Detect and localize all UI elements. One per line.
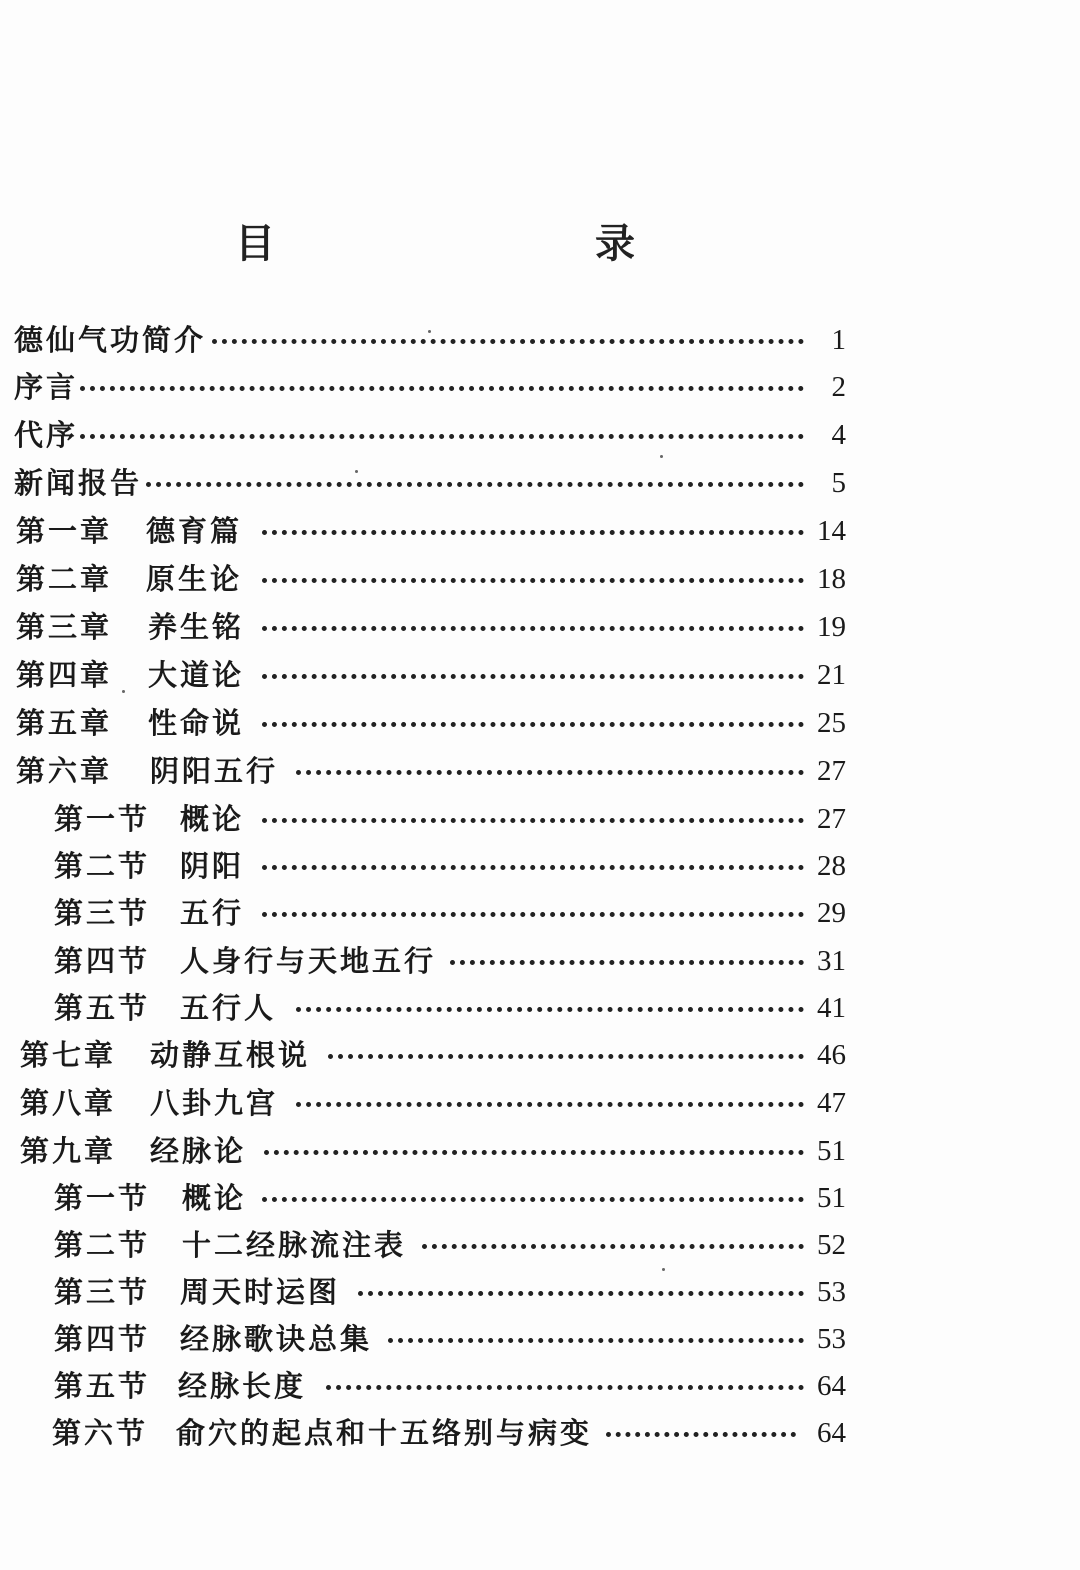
toc-chapter-number: 第五章 — [16, 706, 113, 740]
toc-page-number: 64 — [817, 1370, 846, 1402]
toc-entry[interactable] — [0, 846, 1080, 886]
toc-entry[interactable] — [0, 1083, 1080, 1123]
dot-leader — [262, 674, 804, 679]
toc-section-number: 第四节 — [54, 944, 151, 978]
toc-chapter-number: 第八章 — [20, 1086, 117, 1120]
dot-leader — [262, 578, 804, 583]
toc-page-number: 41 — [817, 992, 846, 1024]
toc-page-number: 19 — [817, 611, 846, 643]
scan-speck — [428, 330, 431, 333]
toc-entry-title: 动静互根说 — [150, 1038, 311, 1072]
dot-leader — [328, 1054, 804, 1059]
toc-page-number: 14 — [817, 515, 846, 547]
toc-page-number: 2 — [831, 371, 846, 403]
toc-entry[interactable] — [0, 1131, 1080, 1171]
toc-entry-title: 概论 — [182, 1181, 247, 1215]
toc-entry[interactable] — [0, 415, 1080, 455]
toc-page-number: 64 — [817, 1417, 846, 1449]
toc-page-number: 53 — [817, 1323, 846, 1355]
dot-leader — [262, 530, 804, 535]
toc-chapter-number: 第七章 — [20, 1038, 117, 1072]
toc-entry-title: 经脉论 — [150, 1134, 247, 1168]
dot-leader — [296, 1007, 804, 1012]
toc-entry[interactable] — [0, 559, 1080, 599]
dot-leader — [358, 1291, 804, 1296]
toc-page-number: 18 — [817, 563, 846, 595]
toc-entry-title: 序言 — [14, 370, 79, 404]
toc-entry-title: 经脉歌诀总集 — [180, 1322, 373, 1356]
dot-leader — [606, 1432, 796, 1437]
toc-page-number: 52 — [817, 1229, 846, 1261]
dot-leader — [262, 912, 804, 917]
toc-entry[interactable] — [0, 1413, 1080, 1453]
toc-entry[interactable] — [0, 988, 1080, 1028]
scan-speck — [662, 1268, 665, 1271]
toc-entry[interactable] — [0, 320, 1080, 360]
toc-page-number: 29 — [817, 897, 846, 929]
scan-speck — [660, 455, 663, 458]
toc-chapter-number: 第二章 — [16, 562, 113, 596]
toc-section-number: 第三节 — [54, 1275, 151, 1309]
toc-entry[interactable] — [0, 511, 1080, 551]
toc-page-number: 46 — [817, 1039, 846, 1071]
toc-entry-title: 八卦九宫 — [150, 1086, 279, 1120]
toc-entry[interactable] — [0, 1035, 1080, 1075]
toc-page-number: 28 — [817, 850, 846, 882]
dot-leader — [422, 1244, 804, 1249]
toc-entry-title: 阴阳五行 — [150, 754, 279, 788]
toc-entry[interactable] — [0, 1319, 1080, 1359]
toc-section-number: 第一节 — [54, 802, 151, 836]
toc-page-number: 21 — [817, 659, 846, 691]
toc-entry[interactable] — [0, 703, 1080, 743]
toc-page-number: 51 — [817, 1182, 846, 1214]
toc-section-number: 第一节 — [54, 1181, 151, 1215]
toc-page-number: 1 — [831, 324, 846, 356]
toc-entry[interactable] — [0, 751, 1080, 791]
toc-section-number: 第四节 — [54, 1322, 151, 1356]
toc-entry[interactable] — [0, 1178, 1080, 1218]
toc-entry-title: 俞穴的起点和十五络别与病变 — [176, 1416, 593, 1450]
dot-leader — [262, 865, 804, 870]
toc-entry-title: 性命说 — [148, 706, 245, 740]
toc-page-number: 47 — [817, 1087, 846, 1119]
toc-chapter-number: 第一章 — [16, 514, 113, 548]
dot-leader — [264, 1150, 804, 1155]
toc-entry-title: 人身行与天地五行 — [180, 944, 437, 978]
dot-leader — [388, 1338, 804, 1343]
toc-page-number: 27 — [817, 803, 846, 835]
dot-leader — [296, 1102, 804, 1107]
toc-entry-title: 德仙气功简介 — [14, 323, 207, 357]
toc-section-number: 第五节 — [54, 1369, 151, 1403]
toc-page-number: 27 — [817, 755, 846, 787]
dot-leader — [262, 626, 804, 631]
dot-leader — [450, 960, 804, 965]
toc-section-number: 第六节 — [52, 1416, 149, 1450]
toc-entry-title: 概论 — [180, 802, 245, 836]
page-title: 目 录 — [235, 220, 715, 267]
toc-entry[interactable] — [0, 893, 1080, 933]
toc-page-number: 25 — [817, 707, 846, 739]
toc-entry[interactable] — [0, 655, 1080, 695]
dot-leader — [262, 722, 804, 727]
toc-entry[interactable] — [0, 367, 1080, 407]
toc-entry-title: 周天时运图 — [180, 1275, 341, 1309]
toc-entry[interactable] — [0, 1272, 1080, 1312]
scan-speck — [355, 470, 358, 473]
toc-page-number: 4 — [831, 419, 846, 451]
toc-page-number: 53 — [817, 1276, 846, 1308]
toc-entry[interactable] — [0, 1366, 1080, 1406]
toc-entry-title: 五行 — [180, 896, 245, 930]
toc-entry[interactable] — [0, 799, 1080, 839]
dot-leader — [296, 770, 804, 775]
toc-chapter-number: 第六章 — [16, 754, 113, 788]
toc-chapter-number: 第四章 — [16, 658, 113, 692]
dot-leader — [80, 434, 804, 439]
toc-section-number: 第五节 — [54, 991, 151, 1025]
dot-leader — [212, 339, 804, 344]
toc-entry-title: 经脉长度 — [178, 1369, 307, 1403]
scan-speck — [122, 690, 125, 693]
toc-section-number: 第三节 — [54, 896, 151, 930]
toc-entry-title: 养生铭 — [148, 610, 245, 644]
toc-entry-title: 原生论 — [146, 562, 243, 596]
toc-entry-title: 新闻报告 — [14, 466, 143, 500]
toc-page-number: 31 — [817, 945, 846, 977]
toc-entry-title: 大道论 — [148, 658, 245, 692]
toc-chapter-number: 第三章 — [16, 610, 113, 644]
toc-entry[interactable] — [0, 1225, 1080, 1265]
toc-page-number: 51 — [817, 1135, 846, 1167]
toc-section-number: 第二节 — [54, 849, 151, 883]
toc-entry[interactable] — [0, 941, 1080, 981]
toc-entry-title: 十二经脉流注表 — [182, 1228, 407, 1262]
toc-section-number: 第二节 — [54, 1228, 151, 1262]
dot-leader — [326, 1385, 804, 1390]
toc-entry-title: 五行人 — [180, 991, 277, 1025]
toc-entry-title: 德育篇 — [146, 514, 243, 548]
toc-entry[interactable] — [0, 607, 1080, 647]
toc-page-number: 5 — [831, 467, 846, 499]
toc-entry[interactable] — [0, 463, 1080, 503]
toc-entry-title: 阴阳 — [180, 849, 245, 883]
dot-leader — [146, 482, 804, 487]
dot-leader — [80, 386, 804, 391]
dot-leader — [262, 1197, 804, 1202]
dot-leader — [262, 818, 804, 823]
toc-entry-title: 代序 — [14, 418, 79, 452]
toc-chapter-number: 第九章 — [20, 1134, 117, 1168]
